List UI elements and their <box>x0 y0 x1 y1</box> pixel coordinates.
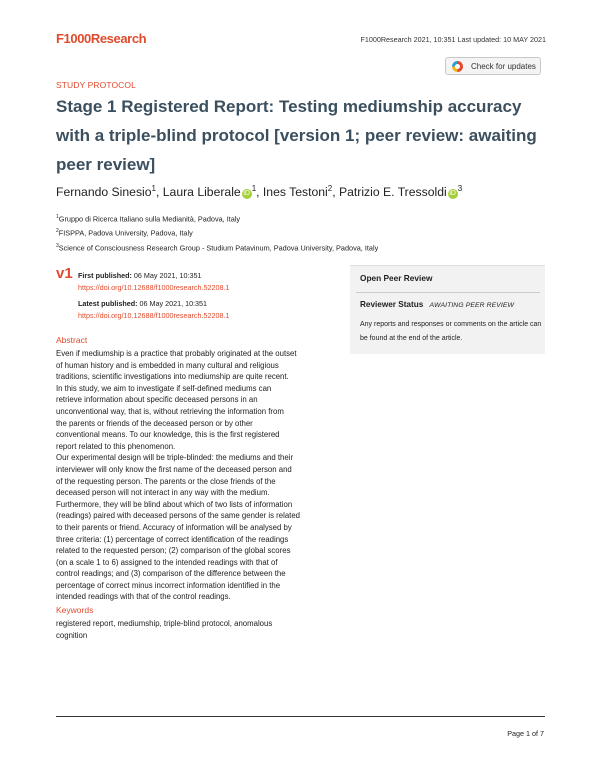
orcid-icon: iD <box>449 190 456 198</box>
keywords-body <box>56 618 272 641</box>
abstract-line: percentage of correct minus incorrect information identified in the <box>56 580 281 590</box>
f1000research-logo: F1000Research <box>56 31 147 46</box>
affiliation-item <box>56 211 378 225</box>
author-affiliation-number: 2 <box>327 184 333 193</box>
author-name: Patrizio E. Tressoldi <box>338 185 447 200</box>
abstract-line: the parents or friends of the deceased person or by other <box>56 418 253 428</box>
abstract-line: control readings; and (3) comparison of the difference between the <box>56 569 286 579</box>
abstract-heading: Abstract <box>56 335 88 345</box>
affiliation-list <box>56 211 378 254</box>
abstract-line: related to the requested person; (2) comparison of the global scores <box>56 546 291 556</box>
check-for-updates-button[interactable] <box>445 57 541 75</box>
keywords-line: cognition <box>56 630 88 640</box>
author-affiliation-number: 1 <box>151 184 156 193</box>
abstract-line: In this study, we aim to investigate if self-defined mediums can <box>56 383 272 393</box>
abstract-line: unconventional way, that is, without retrieving the information from <box>56 406 284 416</box>
header-citation-info: F1000Research 2021, 10:351 Last updated: 10 MAY 2021 <box>360 35 546 44</box>
author-separator: , <box>155 185 163 200</box>
author-list <box>56 184 462 199</box>
abstract-line: (readings) paired with deceased persons of the same gender is related <box>56 511 301 521</box>
first-published-doi-link[interactable]: https://doi.org/10.12688/f1000research.52208.1 <box>78 282 230 292</box>
author-name: Fernando Sinesio <box>56 185 152 200</box>
abstract-line: report related to this phenomenon. <box>56 441 176 451</box>
abstract-line: Our experimental design will be triple-blinded: the mediums and their <box>56 453 294 463</box>
affiliation-text: Gruppo di Ricerca Italiano sulla Medianità, Padova, Italy <box>58 214 241 224</box>
reviewer-note: Any reports and responses or comments on the article can be found at the end of the article. <box>360 321 542 342</box>
abstract-line: to their parents or friend. Accuracy of information will be analysed by <box>56 522 292 532</box>
affiliation-number: 3 <box>56 242 59 249</box>
reviewer-status-value: AWAITING PEER REVIEW <box>429 302 515 309</box>
article-title: Stage 1 Registered Report: Testing mediumship accuracy with a triple-blind protocol [version 1; peer review: awaiting peer review] <box>56 97 537 174</box>
reviewer-status <box>360 300 514 309</box>
abstract-body <box>56 348 356 603</box>
affiliation-text: FISPPA, Padova University, Padova, Italy <box>58 228 193 238</box>
author-separator: , <box>332 185 339 200</box>
publication-info <box>78 270 229 321</box>
latest-published-value: 06 May 2021, 10:351 <box>139 299 208 308</box>
affiliation-number: 1 <box>56 214 59 220</box>
affiliation-item <box>56 225 378 239</box>
check-for-updates-label: Check for updates <box>471 61 536 71</box>
abstract-line: Even if mediumship is a practice that probably originated at the outset <box>56 349 297 358</box>
abstract-line: (on a scale 1 to 6) assigned to the intended readings with that of <box>56 557 278 567</box>
abstract-line: deceased person will not interact in any way with the medium. <box>56 488 270 498</box>
abstract-line: retrieve information about specific deceased persons in an <box>56 395 258 405</box>
footer-divider <box>56 716 545 717</box>
abstract-line: conventional means. To our knowledge, this is the first registered <box>56 430 280 440</box>
abstract-line: Furthermore, they will be blind about which of two lists of information <box>56 499 293 509</box>
first-published-label: First published: <box>78 271 132 280</box>
author-name: Ines Testoni <box>262 185 328 200</box>
reviewer-status-label: Reviewer Status <box>360 300 424 309</box>
abstract-line: traditions, scientific investigations into mediumship are quite recent. <box>56 372 289 382</box>
crossmark-icon <box>452 61 463 72</box>
keywords-line: registered report, mediumship, triple-blind protocol, anomalous <box>56 619 273 628</box>
keywords-heading: Keywords <box>56 605 94 615</box>
affiliation-text: Science of Consciousness Research Group - Studium Patavinum, Padova University, Padova, Italy <box>58 243 379 253</box>
author-affiliation-number: 1 <box>251 184 257 193</box>
author-separator: , <box>256 185 263 200</box>
latest-published-label: Latest published: <box>78 299 138 308</box>
affiliation-item <box>56 240 378 254</box>
orcid-icon: iD <box>243 190 250 198</box>
author-affiliation-number: 3 <box>457 184 463 193</box>
abstract-line: interviewer will only know the first name of the deceased person and <box>56 464 292 474</box>
open-peer-review-heading: Open Peer Review <box>360 273 433 283</box>
abstract-line: of human history and is embedded in many cultural and religious <box>56 360 279 370</box>
author-name: Laura Liberale <box>162 185 241 200</box>
article-type-label: STUDY PROTOCOL <box>56 80 136 90</box>
abstract-line: three criteria: (1) percentage of correct identification of the readings <box>56 534 289 544</box>
page-number: Page 1 of 7 <box>507 729 544 738</box>
sidebar-divider <box>356 292 540 293</box>
abstract-line: intended readings with that of the control readings. <box>56 592 231 602</box>
abstract-line: of the requesting person. The parents or the close friends of the <box>56 476 276 486</box>
version-badge: v1 <box>56 265 73 282</box>
first-published-value: 06 May 2021, 10:351 <box>133 271 202 280</box>
affiliation-number: 2 <box>56 228 59 235</box>
latest-published-doi-link[interactable]: https://doi.org/10.12688/f1000research.52208.1 <box>78 310 230 320</box>
